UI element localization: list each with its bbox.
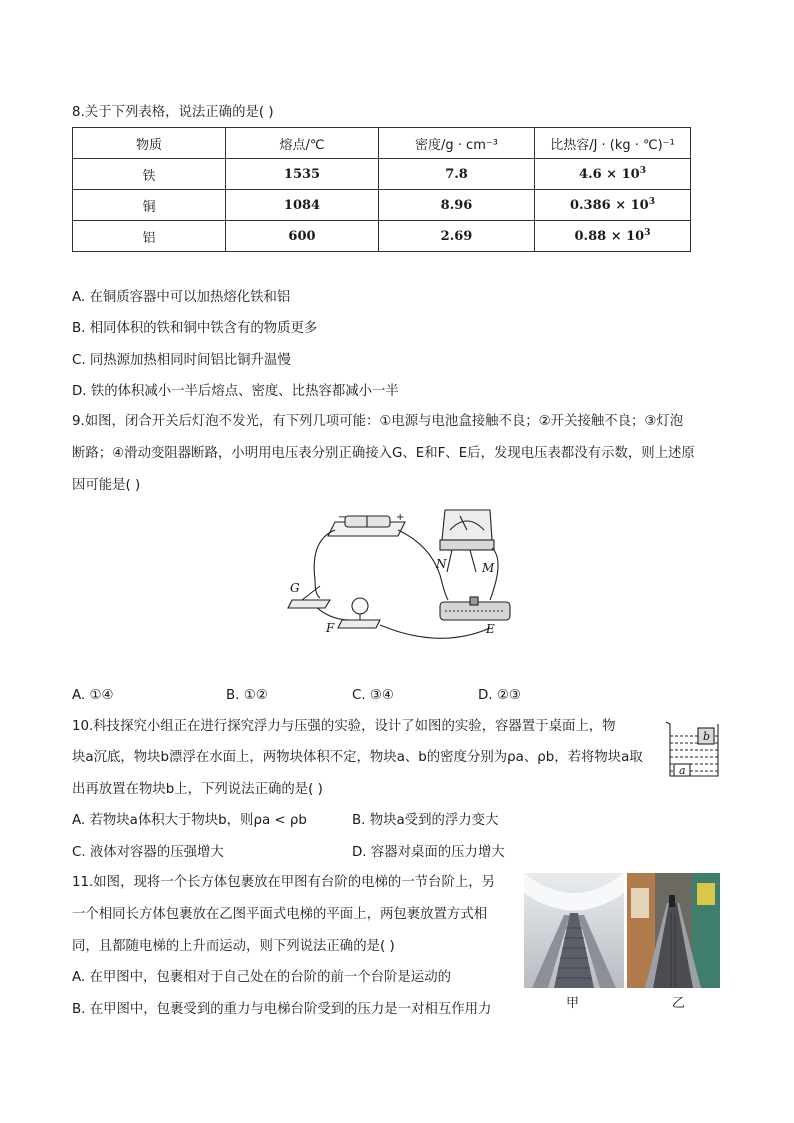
table-row — [73, 221, 691, 252]
q9-option-b: B. ①② — [226, 688, 268, 703]
heat-mantissa: 4.6 × 10 — [579, 167, 640, 182]
q11-stem-line2: 一个相同长方体包裹放在乙图平面式电梯的平面上，两包裹放置方式相 — [72, 907, 488, 922]
lamp-bulb — [352, 598, 368, 614]
q8-stem: 8.关于下列表格，说法正确的是( ) — [72, 105, 274, 120]
label-minus: − — [338, 512, 347, 523]
table-row — [73, 190, 691, 221]
escalator-photo-jia — [524, 873, 624, 988]
beaker-diagram — [660, 718, 724, 780]
q9-option-d: D. ②③ — [478, 688, 521, 703]
caption-yi: 乙 — [672, 996, 686, 1011]
q8-option-c: C. 同热源加热相同时间铝比铜升温慢 — [72, 353, 291, 368]
header-specific-heat: 比热容/J · (kg · ℃)⁻¹ — [535, 128, 691, 159]
q10-option-b: B. 物块a受到的浮力变大 — [352, 813, 499, 828]
voltmeter — [442, 510, 492, 540]
cell-substance: 铜 — [73, 190, 226, 221]
cell-heat — [535, 159, 691, 190]
cell-density: 7.8 — [379, 159, 535, 190]
heat-mantissa: 0.88 × 10 — [574, 229, 645, 244]
cell-melting: 1084 — [226, 190, 379, 221]
label-e: E — [486, 622, 495, 636]
q8-option-b: B. 相同体积的铁和铜中铁含有的物质更多 — [72, 321, 318, 336]
label-a: a — [679, 764, 686, 777]
q11-option-a: A. 在甲图中，包裹相对于自己处在的台阶的前一个台阶是运动的 — [72, 970, 451, 985]
label-m: M — [482, 561, 495, 575]
table-header-row — [73, 128, 691, 159]
cell-substance: 铁 — [73, 159, 226, 190]
label-f: F — [326, 621, 335, 635]
label-b: b — [703, 730, 711, 743]
q9-option-a: A. ①④ — [72, 688, 114, 703]
escalator-photo-yi — [627, 873, 720, 988]
cell-melting: 600 — [226, 221, 379, 252]
cell-substance: 铝 — [73, 221, 226, 252]
q11-stem-line1: 11.如图，现将一个长方体包裹放在甲图有台阶的电梯的一节台阶上，另 — [72, 875, 496, 890]
q9-stem-line2: 断路；④滑动变阻器断路，小明用电压表分别正确接入G、E和F、E后，发现电压表都没有示数，则上述原 — [72, 446, 695, 461]
cell-heat — [535, 221, 691, 252]
q11-option-b: B. 在甲图中，包裹受到的重力与电梯台阶受到的压力是一对相互作用力 — [72, 1002, 492, 1017]
q9-stem-line3: 因可能是( ) — [72, 478, 141, 493]
q10-option-a: A. 若物块a体积大于物块b，则ρa < ρb — [72, 813, 307, 828]
circuit-diagram — [280, 500, 520, 670]
cell-heat — [535, 190, 691, 221]
cell-melting: 1535 — [226, 159, 379, 190]
q9-stem-line1: 9.如图，闭合开关后灯泡不发光，有下列几项可能：①电源与电池盒接触不良；②开关接触不良；③灯泡 — [72, 414, 684, 429]
q10-stem-line3: 出再放置在物块b上，下列说法正确的是( ) — [72, 782, 323, 797]
label-plus: + — [396, 512, 405, 523]
q8-option-a: A. 在铜质容器中可以加热熔化铁和铝 — [72, 290, 291, 305]
label-g: G — [290, 581, 300, 595]
cell-density: 8.96 — [379, 190, 535, 221]
switch — [288, 600, 330, 608]
header-melting-point: 熔点/℃ — [226, 128, 379, 159]
table-row — [73, 159, 691, 190]
header-substance: 物质 — [73, 128, 226, 159]
heat-mantissa: 0.386 × 10 — [569, 198, 649, 213]
heat-exponent: 3 — [648, 197, 655, 207]
heat-exponent: 3 — [644, 228, 651, 238]
lamp-base — [338, 620, 380, 628]
caption-jia: 甲 — [566, 996, 580, 1011]
q10-stem-line1: 10.科技探究小组正在进行探究浮力与压强的实验，设计了如图的实验，容器置于桌面上，物 — [72, 719, 616, 734]
q11-stem-line3: 同，且都随电梯的上升而运动，则下列说法正确的是( ) — [72, 939, 395, 954]
q10-stem-line2: 块a沉底，物块b漂浮在水面上，两物块体积不定，物块a、b的密度分别为ρa、ρb，若将物块a取 — [72, 750, 643, 765]
q9-option-c: C. ③④ — [352, 688, 394, 703]
q10-option-c: C. 液体对容器的压强增大 — [72, 845, 224, 860]
label-n: N — [436, 557, 447, 571]
q8-option-d: D. 铁的体积减小一半后熔点、密度、比热容都减小一半 — [72, 384, 399, 399]
heat-exponent: 3 — [639, 166, 646, 176]
q8-table — [72, 127, 691, 252]
cell-density: 2.69 — [379, 221, 535, 252]
header-density: 密度/g · cm⁻³ — [379, 128, 535, 159]
q10-option-d: D. 容器对桌面的压力增大 — [352, 845, 505, 860]
